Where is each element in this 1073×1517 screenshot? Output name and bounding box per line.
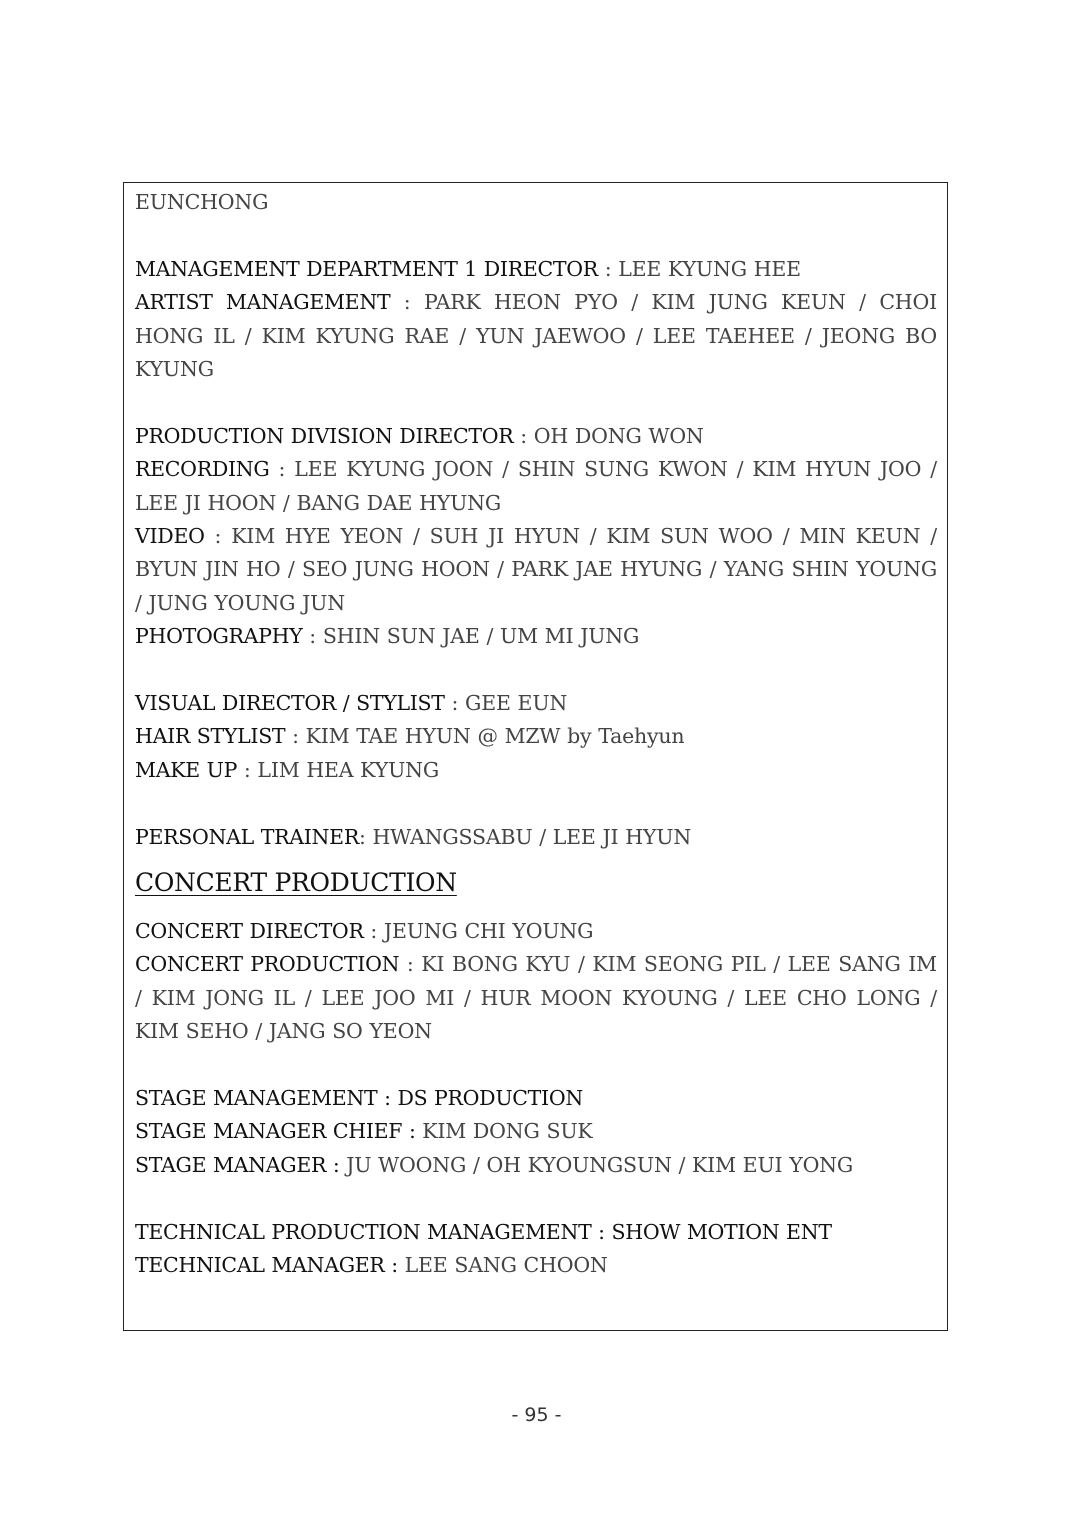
credit-role: PRODUCTION DIVISION DIRECTOR [135, 423, 514, 448]
photography-credit: PHOTOGRAPHY : SHIN SUN JAE / UM MI JUNG [135, 624, 640, 649]
credit-names: DS PRODUCTION [397, 1086, 583, 1111]
recording-credit: RECORDING : LEE KYUNG JOON / SHIN SUNG KWON / KIM HYUN JOO / LEE JI HOON / BANG DAE HYUNG [135, 457, 937, 515]
spacer [135, 1182, 937, 1215]
intro-text: EUNCHONG [135, 190, 269, 214]
stage-manager-chief-credit: STAGE MANAGER CHIEF : KIM DONG SUK [135, 1119, 593, 1144]
credit-role: STAGE MANAGER [135, 1152, 327, 1177]
credit-role: STAGE MANAGER CHIEF [135, 1119, 403, 1144]
stage-management-credit: STAGE MANAGEMENT : DS PRODUCTION [135, 1086, 583, 1111]
credit-names: JU WOONG / OH KYOUNGSUN / KIM EUI YONG [346, 1152, 854, 1177]
concert-production-credit: CONCERT PRODUCTION : KI BONG KYU / KIM SEONG PIL / LEE SANG IM / KIM JONG IL / LEE JOO MI / HUR MOON KYOUNG / LEE CHO LONG / KIM SEHO / JANG SO YEON [135, 952, 937, 1044]
credit-names: HWANGSSABU / LEE JI HYUN [372, 824, 692, 849]
credit-role: VISUAL DIRECTOR / STYLIST [135, 691, 445, 716]
credit-names: KIM TAE HYUN @ MZW by Taehyun [305, 724, 685, 749]
credits-box [123, 182, 948, 1331]
credit-names: JEUNG CHI YOUNG [383, 919, 594, 944]
technical-manager-credit: TECHNICAL MANAGER : LEE SANG CHOON [135, 1253, 608, 1278]
visual-director-credit: VISUAL DIRECTOR / STYLIST : GEE EUN [135, 691, 568, 716]
concert-director-credit: CONCERT DIRECTOR : JEUNG CHI YOUNG [135, 919, 594, 944]
credit-role: STAGE MANAGEMENT [135, 1086, 378, 1111]
spacer [135, 219, 937, 252]
makeup-credit: MAKE UP : LIM HEA KYUNG [135, 757, 440, 782]
credit-role: ARTIST MANAGEMENT [135, 290, 391, 315]
credit-role: PHOTOGRAPHY [135, 624, 303, 649]
credit-role: CONCERT PRODUCTION [135, 952, 400, 977]
artist-management-credit: ARTIST MANAGEMENT : PARK HEON PYO / KIM JUNG KEUN / CHOI HONG IL / KIM KYUNG RAE / YUN JAEWOO / LEE TAEHEE / JEONG BO KYUNG [135, 290, 937, 382]
credit-names: SHOW MOTION ENT [611, 1219, 832, 1244]
production-director-credit: PRODUCTION DIVISION DIRECTOR : OH DONG WON [135, 423, 704, 448]
credit-names: KIM HYE YEON / SUH JI HYUN / KIM SUN WOO / MIN KEUN / BYUN JIN HO / SEO JUNG HOON / PARK JAE HYUNG / YANG SHIN YOUNG / JUNG YOUNG JUN [135, 524, 937, 615]
credit-names: KI BONG KYU / KIM SEONG PIL / LEE SANG IM / KIM JONG IL / LEE JOO MI / HUR MOON KYOUNG / LEE CHO LONG / KIM SEHO / JANG SO YEON [135, 952, 937, 1044]
page-number: - 95 - [511, 1404, 562, 1426]
credit-names: LIM HEA KYUNG [257, 757, 440, 782]
personal-trainer-credit: PERSONAL TRAINER: HWANGSSABU / LEE JI HYUN [135, 824, 692, 849]
credit-role: RECORDING [135, 457, 270, 482]
stage-manager-credit: STAGE MANAGER : JU WOONG / OH KYOUNGSUN / KIM EUI YONG [135, 1152, 854, 1177]
credit-names: KIM DONG SUK [422, 1119, 593, 1144]
credit-names: LEE KYUNG HEE [618, 256, 801, 281]
credit-names: OH DONG WON [533, 423, 704, 448]
management-director-credit: MANAGEMENT DEPARTMENT 1 DIRECTOR : LEE KYUNG HEE [135, 256, 801, 281]
credits-content [135, 186, 937, 1283]
spacer [135, 654, 937, 687]
credit-role: TECHNICAL MANAGER [135, 1253, 385, 1278]
spacer [135, 1049, 937, 1082]
credit-role: MANAGEMENT DEPARTMENT 1 DIRECTOR [135, 256, 598, 281]
credit-names: PARK HEON PYO / KIM JUNG KEUN / CHOI HONG IL / KIM KYUNG RAE / YUN JAEWOO / LEE TAEHEE / JEONG BO KYUNG [135, 290, 937, 382]
credit-role: TECHNICAL PRODUCTION MANAGEMENT [135, 1219, 592, 1244]
spacer [135, 386, 937, 419]
hair-stylist-credit: HAIR STYLIST : KIM TAE HYUN @ MZW by Taehyun [135, 724, 685, 749]
credit-names: GEE EUN [465, 691, 568, 716]
credit-names: LEE SANG CHOON [404, 1253, 608, 1278]
credit-role: CONCERT DIRECTOR [135, 919, 364, 944]
credit-role: MAKE UP [135, 757, 238, 782]
credit-role: PERSONAL TRAINER [135, 824, 359, 849]
credit-role: HAIR STYLIST [135, 724, 286, 749]
technical-management-credit: TECHNICAL PRODUCTION MANAGEMENT : SHOW MOTION ENT [135, 1219, 832, 1244]
spacer [135, 787, 937, 820]
video-credit: VIDEO : KIM HYE YEON / SUH JI HYUN / KIM SUN WOO / MIN KEUN / BYUN JIN HO / SEO JUNG HOON / PARK JAE HYUNG / YANG SHIN YOUNG / JUNG YOUNG JUN [135, 524, 937, 615]
credit-role: VIDEO [135, 524, 205, 549]
credit-names: SHIN SUN JAE / UM MI JUNG [322, 624, 640, 649]
section-heading-concert-production: CONCERT PRODUCTION [135, 868, 457, 898]
credit-names: LEE KYUNG JOON / SHIN SUNG KWON / KIM HYUN JOO / LEE JI HOON / BANG DAE HYUNG [135, 457, 937, 515]
